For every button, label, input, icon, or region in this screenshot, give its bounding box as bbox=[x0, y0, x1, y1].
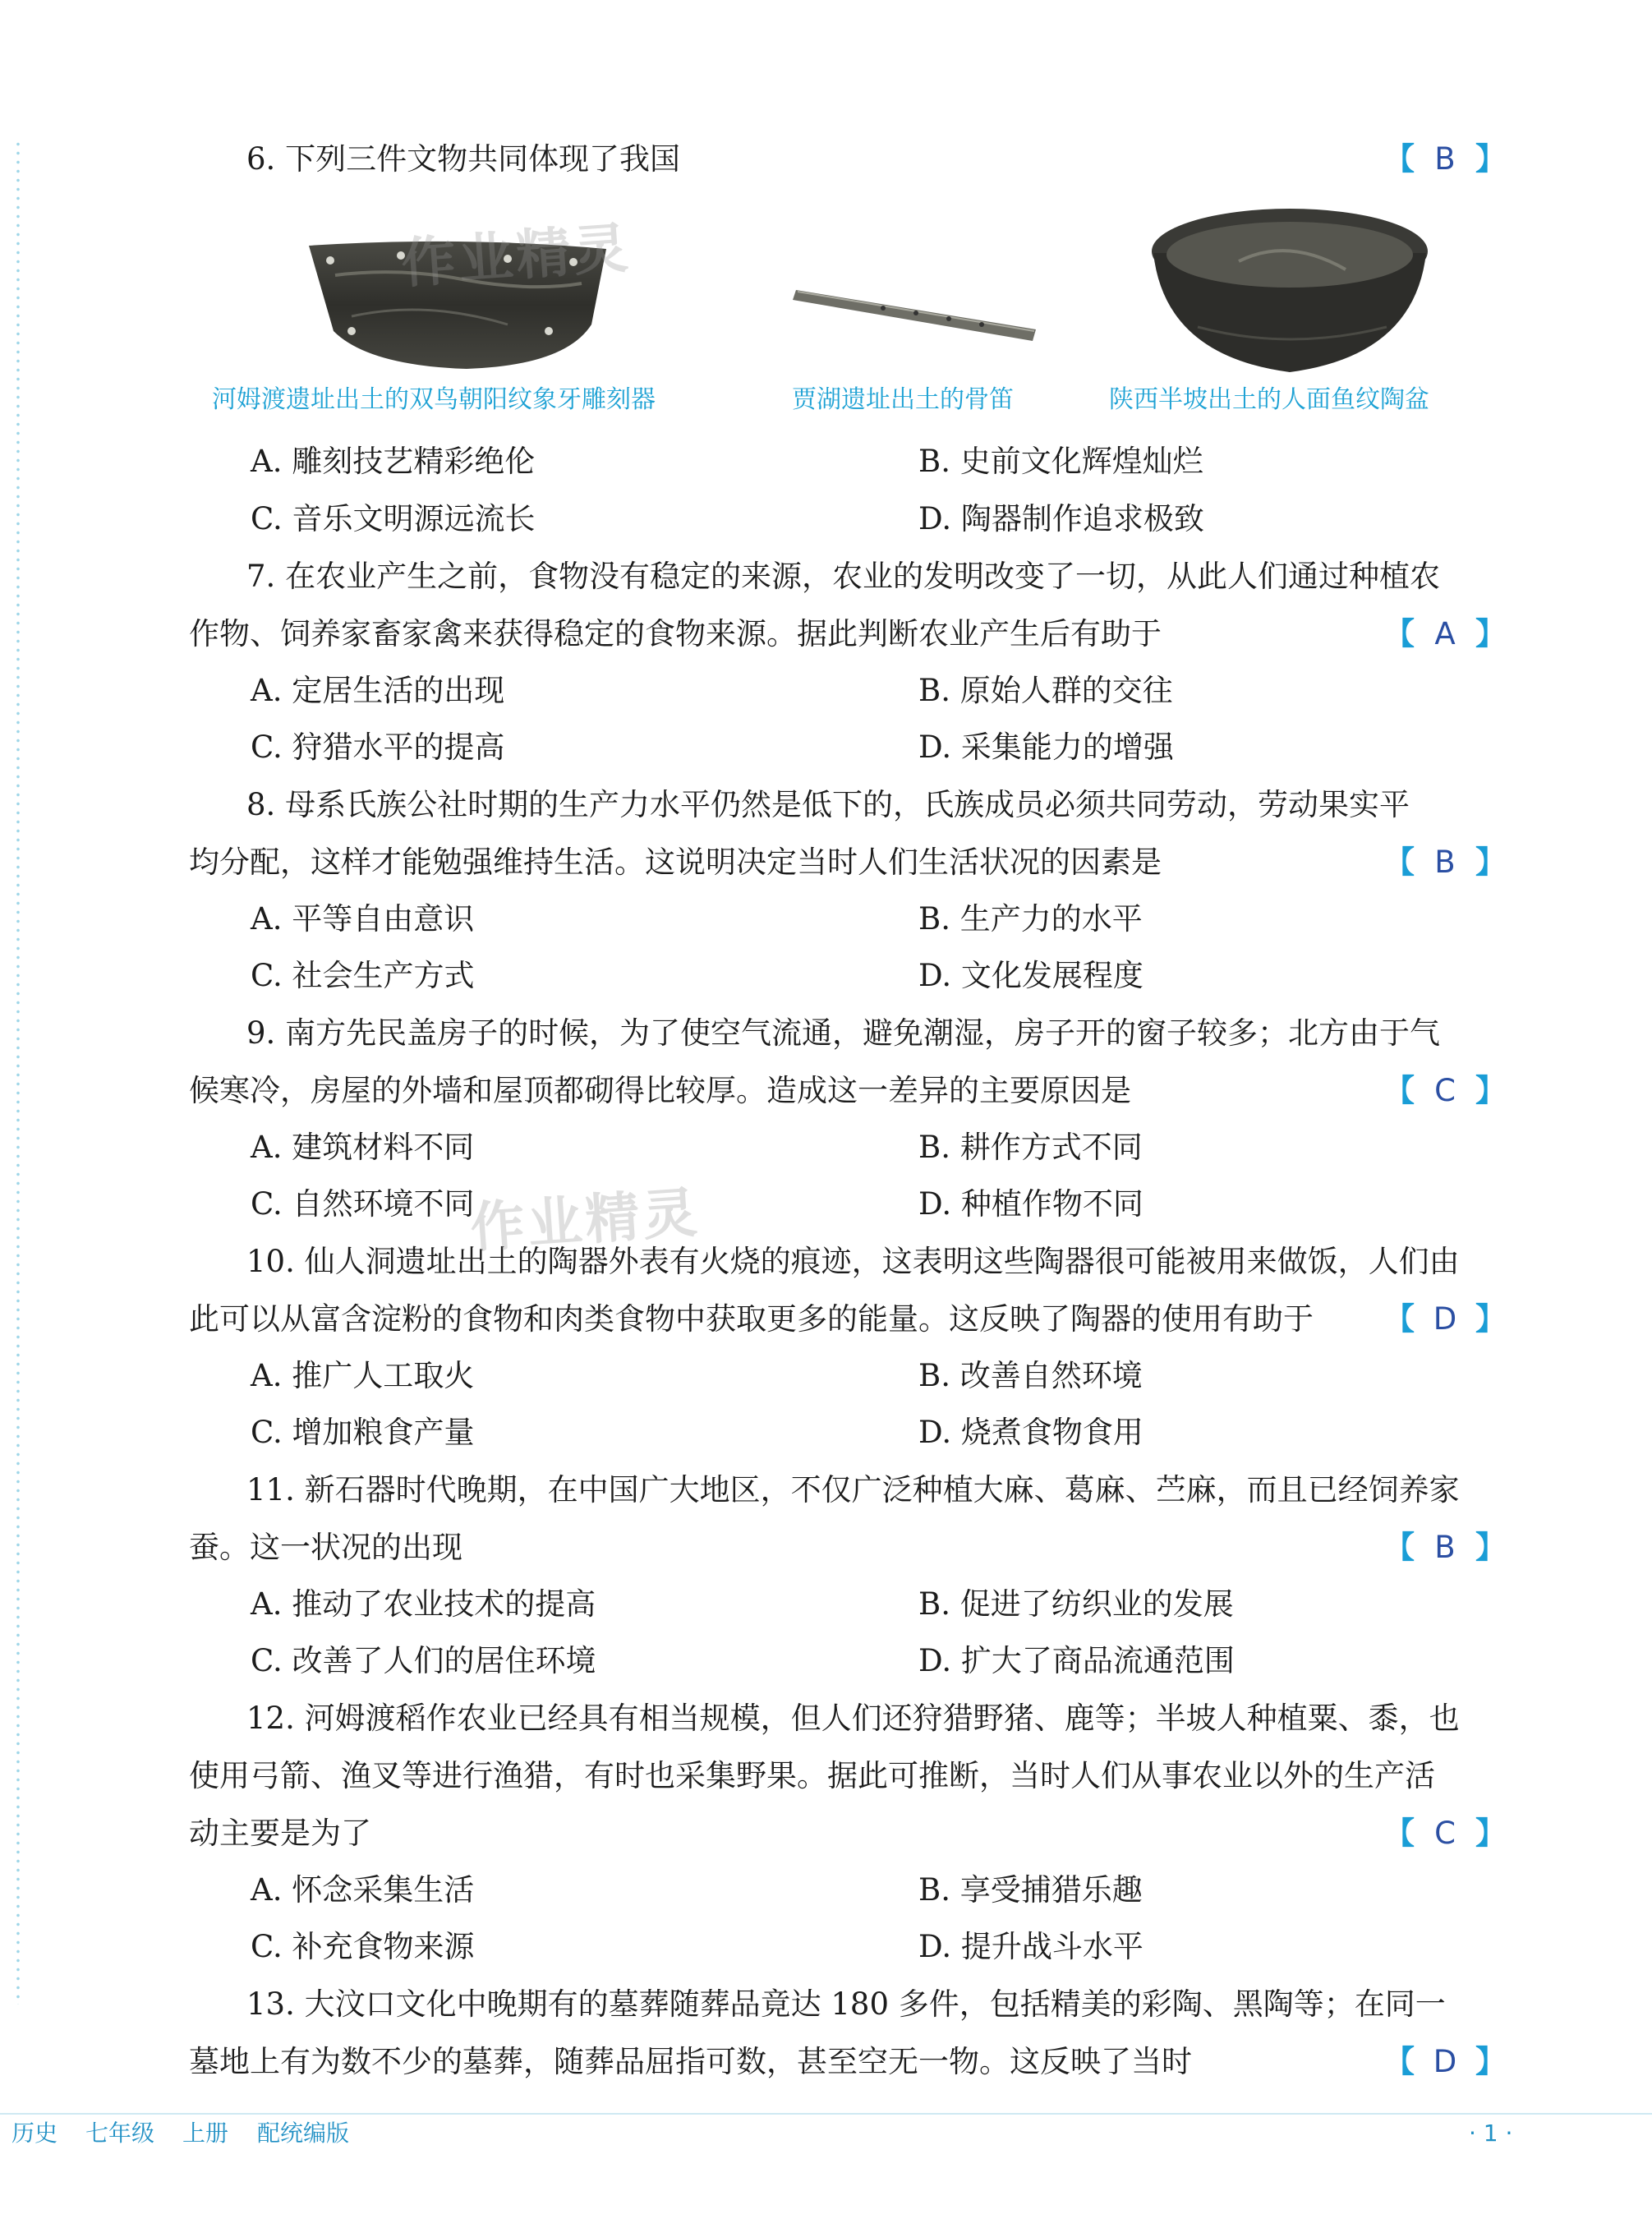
option-6d[interactable]: D. 陶器制作追求极致 bbox=[918, 501, 1204, 536]
answer-11 bbox=[1384, 1525, 1506, 1571]
option-12a[interactable]: A. 怀念采集生活 bbox=[251, 1872, 475, 1908]
answer-7 bbox=[1384, 611, 1506, 657]
watermark-top: 作业精灵 bbox=[399, 216, 633, 296]
bracket-close: 】 bbox=[1475, 845, 1506, 880]
option-12b[interactable]: B. 享受捕猎乐趣 bbox=[918, 1872, 1143, 1908]
option-7c[interactable]: C. 狩猎水平的提高 bbox=[251, 730, 505, 765]
answer-13 bbox=[1384, 2039, 1506, 2085]
question-13-stem-1: 13. 大汶口文化中晚期有的墓葬随葬品竟达 180 多件，包括精美的彩陶、黑陶等；在同一 bbox=[246, 1986, 1446, 2022]
footer-edition: 配统编版 bbox=[257, 2120, 350, 2147]
answer-letter: D bbox=[1433, 2044, 1457, 2079]
footer-subject: 历史 bbox=[12, 2120, 58, 2147]
bracket-open: 【 bbox=[1384, 141, 1415, 177]
watermark-middle: 作业精灵 bbox=[468, 1181, 702, 1260]
bracket-open: 【 bbox=[1384, 616, 1415, 651]
answer-letter: C bbox=[1434, 1073, 1456, 1108]
answer-letter: B bbox=[1434, 141, 1456, 177]
answer-9 bbox=[1384, 1068, 1506, 1114]
bracket-open: 【 bbox=[1384, 1301, 1415, 1337]
option-9c[interactable]: C. 自然环境不同 bbox=[251, 1186, 475, 1222]
option-12c[interactable]: C. 补充食物来源 bbox=[251, 1929, 475, 1964]
question-11-stem-1: 11. 新石器时代晚期，在中国广大地区，不仅广泛种植大麻、葛麻、苎麻，而且已经饲养家 bbox=[246, 1472, 1460, 1507]
caption-ivory-carving: 河姆渡遗址出土的双鸟朝阳纹象牙雕刻器 bbox=[212, 385, 656, 414]
bracket-close: 】 bbox=[1475, 616, 1506, 651]
footer-page-number: · 1 · bbox=[1469, 2120, 1513, 2147]
question-7-stem-2: 作物、饲养家畜家禽来获得稳定的食物来源。据此判断农业产生后有助于 bbox=[189, 616, 1162, 651]
option-9d[interactable]: D. 种植作物不同 bbox=[918, 1186, 1144, 1222]
question-8-stem-2: 均分配，这样才能勉强维持生活。这说明决定当时人们生活状况的因素是 bbox=[189, 845, 1162, 880]
caption-bone-flute: 贾湖遗址出土的骨笛 bbox=[792, 385, 1014, 414]
bracket-open: 【 bbox=[1384, 1530, 1415, 1565]
answer-8 bbox=[1384, 840, 1506, 886]
left-margin-dots bbox=[15, 140, 21, 2005]
option-10d[interactable]: D. 烧煮食物食用 bbox=[918, 1415, 1144, 1450]
option-8d[interactable]: D. 文化发展程度 bbox=[918, 958, 1144, 993]
bracket-close: 】 bbox=[1475, 1816, 1506, 1851]
option-6b[interactable]: B. 史前文化辉煌灿烂 bbox=[918, 444, 1203, 479]
caption-pottery-basin: 陕西半坡出土的人面鱼纹陶盆 bbox=[1109, 385, 1429, 414]
answer-letter: D bbox=[1433, 1301, 1457, 1337]
bracket-open: 【 bbox=[1384, 2044, 1415, 2079]
footer-volume: 上册 bbox=[182, 2120, 229, 2147]
question-8-stem-1: 8. 母系氏族公社时期的生产力水平仍然是低下的，氏族成员必须共同劳动，劳动果实平 bbox=[246, 787, 1410, 822]
bracket-open: 【 bbox=[1384, 1816, 1415, 1851]
question-9-stem-2: 候寒冷，房屋的外墙和屋顶都砌得比较厚。造成这一差异的主要原因是 bbox=[189, 1073, 1131, 1108]
pottery-basin-image bbox=[1148, 204, 1431, 376]
option-7d[interactable]: D. 采集能力的增强 bbox=[918, 730, 1174, 765]
question-12-stem-2: 使用弓箭、渔叉等进行渔猎，有时也采集野果。据此可推断，当时人们从事农业以外的生产活 bbox=[189, 1758, 1435, 1793]
bracket-close: 】 bbox=[1475, 2044, 1506, 2079]
option-6a[interactable]: A. 雕刻技艺精彩绝伦 bbox=[251, 444, 536, 479]
question-13-stem-2: 墓地上有为数不少的墓葬，随葬品屈指可数，甚至空无一物。这反映了当时 bbox=[189, 2044, 1192, 2079]
option-9a[interactable]: A. 建筑材料不同 bbox=[251, 1130, 475, 1165]
bracket-close: 】 bbox=[1475, 1530, 1506, 1565]
bracket-open: 【 bbox=[1384, 845, 1415, 880]
question-12-stem-3: 动主要是为了 bbox=[189, 1816, 371, 1851]
option-8b[interactable]: B. 生产力的水平 bbox=[918, 901, 1143, 937]
question-12-stem-1: 12. 河姆渡稻作农业已经具有相当规模，但人们还狩猎野猪、鹿等；半坡人种植粟、黍，也 bbox=[246, 1701, 1460, 1736]
answer-12 bbox=[1384, 1811, 1506, 1857]
answer-letter: B bbox=[1434, 845, 1456, 880]
question-7-stem-1: 7. 在农业产生之前，食物没有稳定的来源，农业的发明改变了一切，从此人们通过种植农 bbox=[246, 559, 1441, 594]
question-10-stem-2: 此可以从富含淀粉的食物和肉类食物中获取更多的能量。这反映了陶器的使用有助于 bbox=[189, 1301, 1314, 1337]
option-6c[interactable]: C. 音乐文明源远流长 bbox=[251, 501, 536, 536]
bone-flute-image bbox=[793, 275, 1039, 349]
option-11d[interactable]: D. 扩大了商品流通范围 bbox=[918, 1643, 1235, 1678]
option-11b[interactable]: B. 促进了纺织业的发展 bbox=[918, 1586, 1234, 1622]
option-7a[interactable]: A. 定居生活的出现 bbox=[251, 673, 505, 708]
option-10b[interactable]: B. 改善自然环境 bbox=[918, 1358, 1143, 1393]
footer-grade: 七年级 bbox=[85, 2120, 155, 2147]
option-12d[interactable]: D. 提升战斗水平 bbox=[918, 1929, 1144, 1964]
option-10c[interactable]: C. 增加粮食产量 bbox=[251, 1415, 475, 1450]
option-8a[interactable]: A. 平等自由意识 bbox=[251, 901, 475, 937]
footer-divider bbox=[0, 2113, 1652, 2115]
option-10a[interactable]: A. 推广人工取火 bbox=[251, 1358, 475, 1393]
option-9b[interactable]: B. 耕作方式不同 bbox=[918, 1130, 1143, 1165]
question-11-stem-2: 蚕。这一状况的出现 bbox=[189, 1530, 462, 1565]
question-6-stem: 6. 下列三件文物共同体现了我国 bbox=[246, 141, 681, 177]
bracket-close: 】 bbox=[1475, 141, 1506, 177]
option-7b[interactable]: B. 原始人群的交往 bbox=[918, 673, 1173, 708]
bracket-close: 】 bbox=[1475, 1301, 1506, 1337]
answer-10 bbox=[1384, 1296, 1506, 1342]
answer-letter: C bbox=[1434, 1816, 1456, 1851]
question-10-stem-1: 10. 仙人洞遗址出土的陶器外表有火烧的痕迹，这表明这些陶器很可能被用来做饭，人们由 bbox=[246, 1244, 1460, 1279]
answer-6 bbox=[1384, 136, 1506, 182]
answer-letter: A bbox=[1434, 616, 1456, 651]
answer-letter: B bbox=[1434, 1530, 1456, 1565]
option-11a[interactable]: A. 推动了农业技术的提高 bbox=[251, 1586, 596, 1622]
option-8c[interactable]: C. 社会生产方式 bbox=[251, 958, 475, 993]
bracket-close: 】 bbox=[1475, 1073, 1506, 1108]
question-9-stem-1: 9. 南方先民盖房子的时候，为了使空气流通，避免潮湿，房子开的窗子较多；北方由于气 bbox=[246, 1015, 1441, 1051]
bracket-open: 【 bbox=[1384, 1073, 1415, 1108]
option-11c[interactable]: C. 改善了人们的居住环境 bbox=[251, 1643, 596, 1678]
